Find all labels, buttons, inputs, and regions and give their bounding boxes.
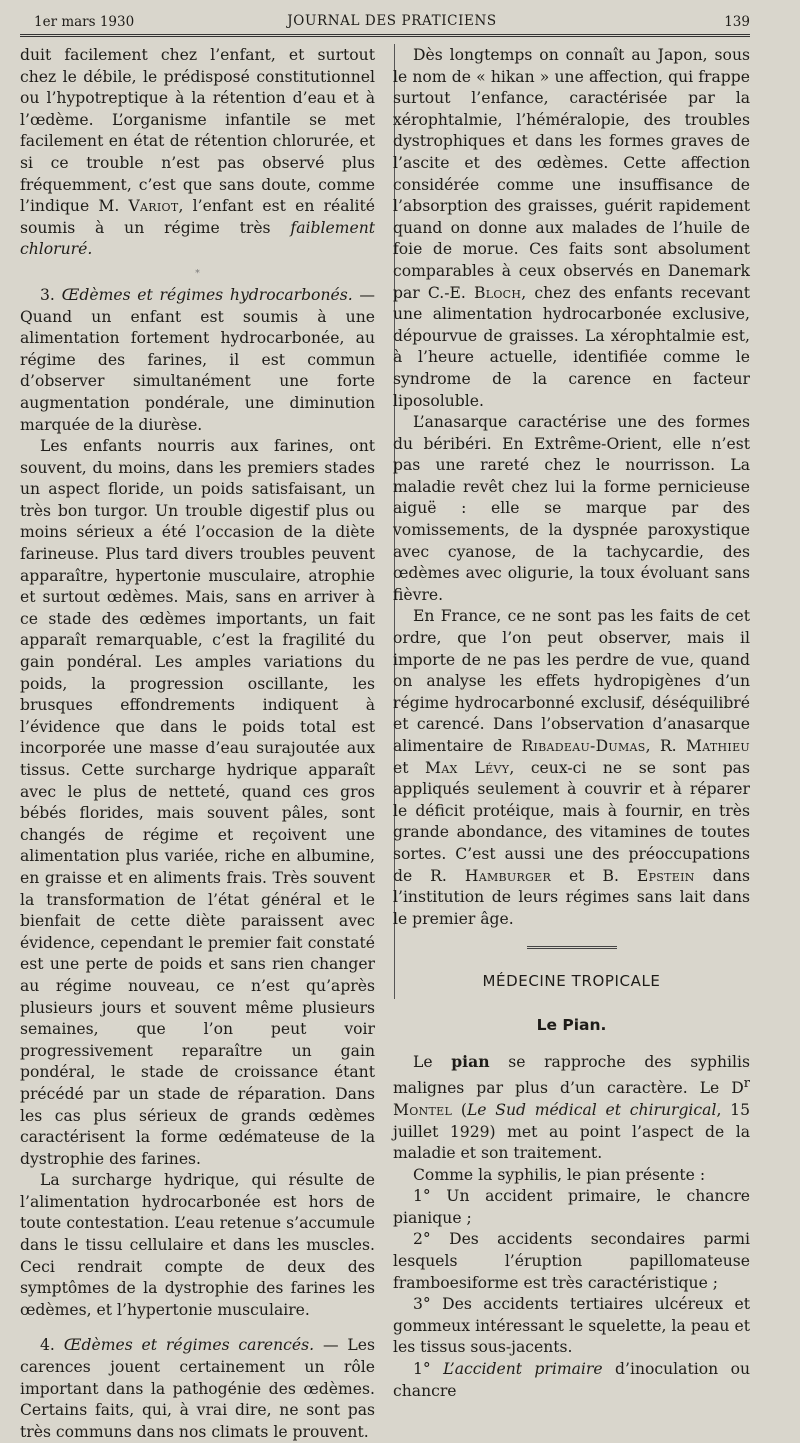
subsection-3: 3. Œdèmes et régimes hydrocarbonés. — Quand un enfant est soumis à une alimentation fortement hydrocarbonée, au régime des farines, il est commun d’observer simultanément une forte augmentation pondérale, une diminution marquée de la diurèse. [20, 285, 375, 434]
article-title: Le Pian. [536, 1015, 607, 1034]
paragraph: Dès longtemps on connaît au Japon, sous le nom de « hikan » une affection, qui frappe surtout l’enfance, caractérisée par la xérophtalmie, l’héméralopie, des troubles dystrophiques et dans les formes graves de l’ascite et des œdèmes. Cette affection considérée comme une insuffisance de l’absorption des graisses, guérit rapidement quand on donne aux malades de l’huile de foie de morue. Ces faits sont absolument comparables à ceux observés en Danemark par C.-E. Bloch, chez des enfants recevant une alimentation hydrocarbonée exclusive, dépourvue de graisses. La xérophtalmie est, à l’heure actuelle, identifiée comme le syndrome de la carence en facteur liposoluble. [393, 46, 750, 410]
author-name: Montel [393, 1100, 453, 1119]
paragraph: La surcharge hydrique, qui résulte de l’alimentation hydrocarbonée est hors de toute contestation. L’eau retenue s’accumule dans le tissu cellulaire et dans les muscles. Ceci rendrait compte de deux des symptômes de la dystrophie des farines les œdèmes, et l’hypertonie musculaire. [20, 1171, 375, 1319]
section-rule [527, 946, 617, 949]
paragraph: En France, ce ne sont pas les faits de cet ordre, que l’on peut observer, mais il importe de ne pas les perdre de vue, quand on analyse les effets hydropigènes d’un régime hydrocarbonné exclusif, déséquilibré et carencé. Dans l’observation d’anasarque alimentaire de Ribadeau-Dumas, R. Mathieu et Max Lévy, ceux-ci ne se sont pas appliqués seulement à couvrir et à réparer le déficit protéique, mais à fournir, en très grande abondance, des vitamines de toutes sortes. C’est aussi une des préoccupations de R. Hamburger et B. Epstein dans l’institution de leurs régimes sans lait dans le premier âge. [393, 607, 750, 928]
author-name: Bloch [473, 283, 522, 302]
journal-title: JOURNAL DES PRATICIENS [287, 13, 497, 29]
author-name: Hamburger [464, 866, 552, 885]
author-name: Max Lévy [425, 758, 510, 777]
running-header [34, 12, 750, 32]
right-column [393, 45, 750, 1402]
source-title: Le Sud médical et chirurgical [466, 1100, 717, 1119]
author-name: Variot [128, 197, 179, 216]
subsection-title: Œdèmes et régimes hydrocarbonés. [61, 285, 353, 304]
header-date: 1er mars 1930 [34, 14, 135, 30]
author-name: Ribadeau-Dumas [521, 737, 646, 755]
paragraph: 1° L’accident primaire d’inoculation ou chancre [393, 1360, 750, 1400]
subsection-title: Œdèmes et régimes carencés. [63, 1336, 315, 1355]
section-asterism: * [195, 268, 200, 279]
header-rule [20, 34, 750, 37]
author-name: Mathieu [685, 737, 750, 755]
paragraph: Le pian se rapproche des syphilis malignes par plus d’un caractère. Le $D^r$ Montel (Le Sud médical et chirurgical, 15 juillet 1929) met au point l’aspect de la maladie et son traitement. [393, 1051, 750, 1163]
paragraph: L’anasarque caractérise une des formes du béribéri. En Extrême-Orient, elle n’est pas une rareté chez le nourrisson. La maladie revêt chez lui la forme pernicieuse aiguë : elle se marque par des vomissements, de la dyspnée paroxystique avec cyanose, de la tachycardie, des œdèmes avec oligurie, la toux évoluant sans fièvre. [393, 413, 750, 604]
list-item: 3° Des accidents tertiaires ulcéreux et gommeux intéressant le squelette, la peau et les tissus sous-jacents. [393, 1295, 750, 1357]
section-title: MÉDECINE TROPICALE [482, 972, 661, 991]
paragraph: duit facilement chez l’enfant, et surtout chez le débile, le prédisposé constitutionnel ou l’hypotreptique à la rétention d’eau et à l’œdème. L’organisme infantile se met facilement en état de rétention chlorurée, et si ce trouble n’est pas observé plus fréquemment, c’est que sans doute, comme l’indique M. Variot, l’enfant est en réalité soumis à un régime très faiblement chloruré. [20, 46, 375, 259]
subsection-4: 4. Œdèmes et régimes carencés. — Les carences jouent certainement un rôle important dans la pathogénie des œdèmes. Certains faits, qui, à vrai dire, ne sont pas très communs dans nos climats le prouvent. [20, 1336, 375, 1441]
left-column [20, 45, 375, 1443]
list-item: 2° Des accidents secondaires parmi lesquels l’éruption papillomateuse framboesiforme est très caractéristique ; [393, 1230, 750, 1292]
paragraph: Les enfants nourris aux farines, ont souvent, du moins, dans les premiers stades un aspect floride, un poids satisfaisant, un très bon turgor. Un trouble digestif plus ou moins sérieux a été l’occasion de la diète farineuse. Plus tard divers troubles peuvent apparaître, hypertonie musculaire, atrophie et surtout œdèmes. Mais, sans en arriver à ce stade des œdèmes importants, un fait apparaît remarquable, c’est la fragilité du gain pondéral. Les amples variations du poids, la progression oscillante, les brusques effondrements indiquent à l’évidence que dans le poids total est incorporée une masse d’eau surajoutée aux tissus. Cette surcharge hydrique apparaît avec le plus de netteté, quand ces gros bébés florides, mais souvent pâles, sont changés de régime et reçoivent une alimentation plus variée, riche en albumine, en graisse et en aliments frais. Très souvent la transformation de l’état général et le bienfait de cette diète paraissent avec évidence, cependant le premier fait constaté est une perte de poids et sans rien changer au régime nouveau, ce n’est qu’après plusieurs jours et souvent même plusieurs semaines, que l’on peut voir progressivement reparaître un gain pondéral, le stade de croissance étant précédé par un stade de réparation. Dans les cas plus sérieux de grands œdèmes caractérisent la forme œdémateuse de la dystrophie des farines. [20, 437, 375, 1168]
author-name: Epstein [636, 866, 695, 885]
list-item: 1° Un accident primaire, le chancre pianique ; [393, 1187, 750, 1227]
paragraph: Comme la syphilis, le pian présente : [413, 1165, 706, 1184]
page-number: 139 [724, 14, 750, 30]
